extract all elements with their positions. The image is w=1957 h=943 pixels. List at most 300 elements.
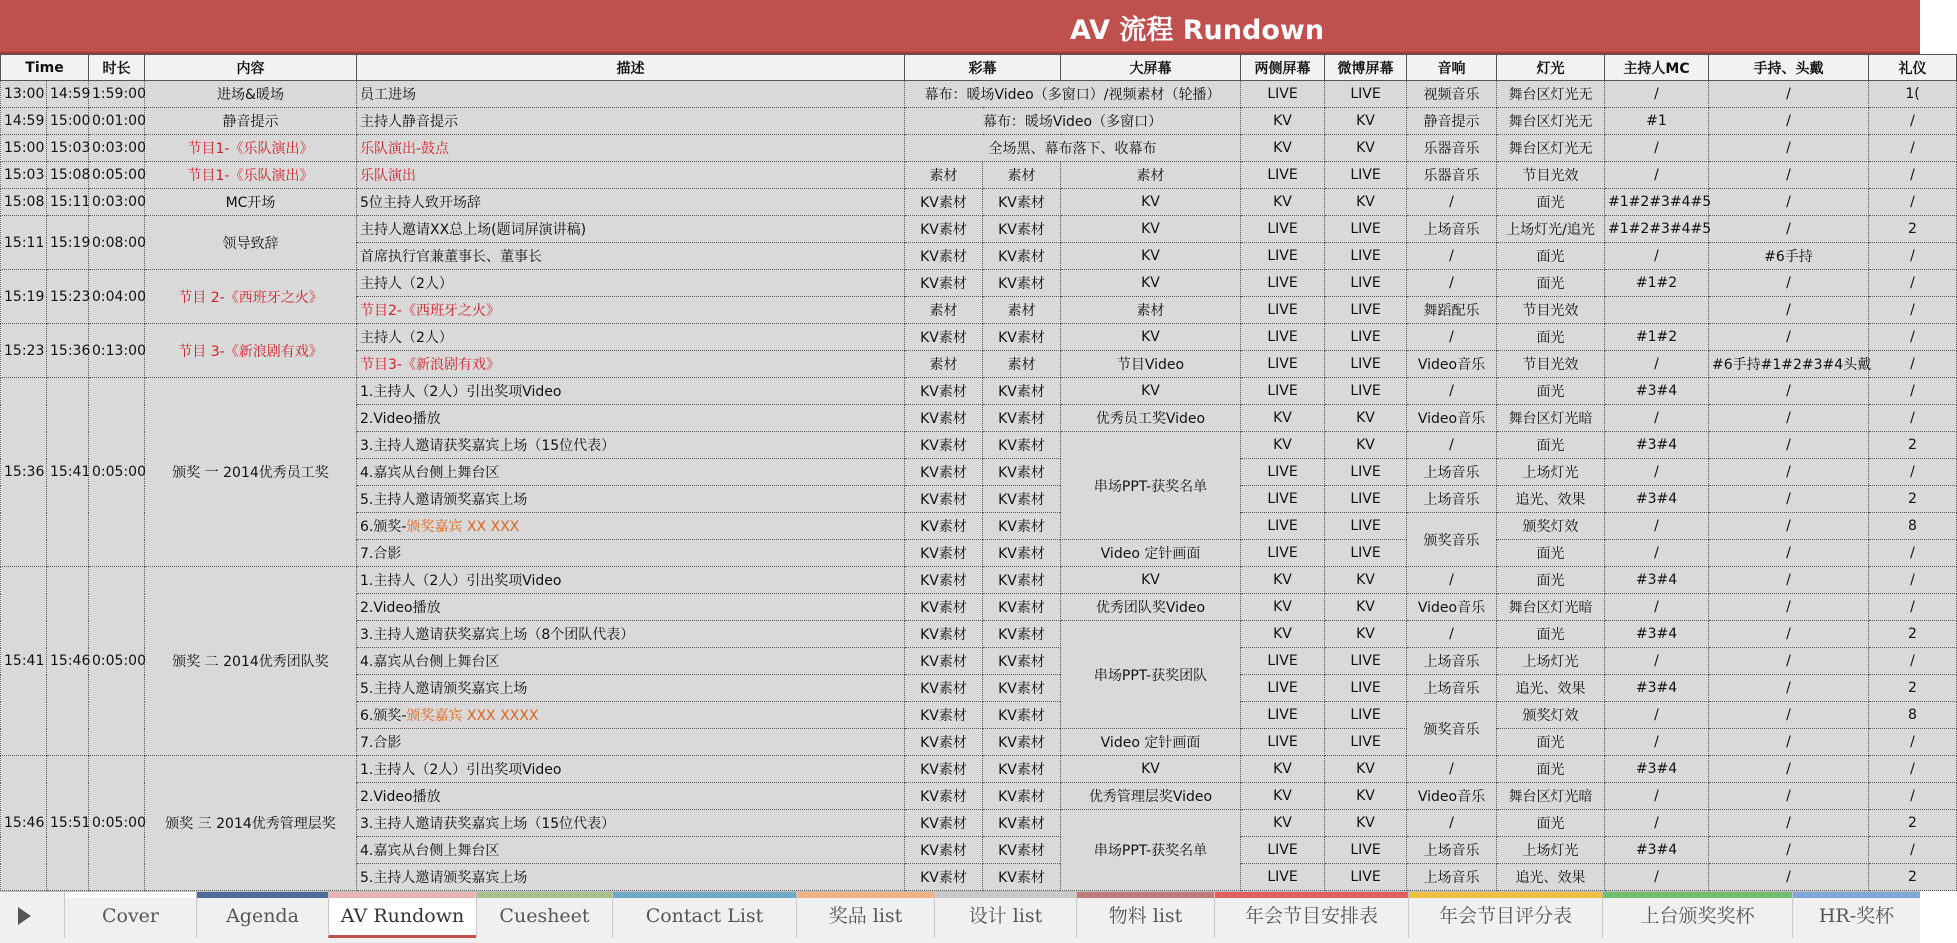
cell[interactable]: KV (1241, 405, 1325, 432)
cell[interactable]: 舞台区灯光暗 (1497, 783, 1605, 810)
cell[interactable]: LIVE (1325, 324, 1407, 351)
cell[interactable]: 15:00 (47, 108, 89, 135)
cell[interactable]: 节目3-《新浪剧有戏》 (357, 351, 905, 378)
header-cell[interactable]: 主持人MC (1605, 55, 1709, 81)
cell[interactable]: 节目1-《乐队演出》 (145, 162, 357, 189)
cell[interactable]: 14:59 (1, 108, 47, 135)
cell[interactable]: 舞台区灯光无 (1497, 81, 1605, 108)
cell[interactable]: 上场音乐 (1407, 837, 1497, 864)
cell[interactable]: / (1869, 243, 1957, 270)
cell[interactable]: / (1709, 108, 1869, 135)
cell[interactable]: LIVE (1325, 378, 1407, 405)
header-cell[interactable]: 礼仪 (1869, 55, 1957, 81)
cell[interactable]: 面光 (1497, 729, 1605, 756)
cell[interactable]: KV素材 (905, 243, 983, 270)
header-cell[interactable]: 彩幕 (905, 55, 1061, 81)
cell[interactable]: KV (1061, 756, 1241, 783)
cell[interactable]: KV素材 (905, 567, 983, 594)
cell[interactable]: 视频音乐 (1407, 81, 1497, 108)
cell[interactable]: / (1869, 351, 1957, 378)
cell[interactable]: / (1407, 189, 1497, 216)
cell[interactable]: KV素材 (905, 810, 983, 837)
cell[interactable]: KV素材 (983, 432, 1061, 459)
cell[interactable]: / (1869, 756, 1957, 783)
header-cell[interactable]: 时长 (89, 55, 145, 81)
cell[interactable]: 4.嘉宾从台侧上舞台区 (357, 648, 905, 675)
cell[interactable]: 0:08:00 (89, 216, 145, 270)
cell[interactable]: 14:59 (47, 81, 89, 108)
cell[interactable]: #1 (1605, 108, 1709, 135)
cell[interactable]: Video 定针画面 (1061, 729, 1241, 756)
cell[interactable]: / (1407, 810, 1497, 837)
cell[interactable]: / (1869, 540, 1957, 567)
cell[interactable]: KV素材 (983, 864, 1061, 891)
cell[interactable]: KV素材 (983, 324, 1061, 351)
cell[interactable]: 主持人静音提示 (357, 108, 905, 135)
cell[interactable]: KV素材 (983, 756, 1061, 783)
cell[interactable] (357, 513, 905, 540)
tab-program-score[interactable]: 年会节目评分表 (1408, 892, 1602, 938)
cell[interactable]: / (1605, 162, 1709, 189)
cell[interactable]: / (1709, 783, 1869, 810)
cell[interactable]: 15:08 (1, 189, 47, 216)
tab-program-schedule[interactable]: 年会节目安排表 (1214, 892, 1408, 938)
cell[interactable]: 颁奖灯效 (1497, 702, 1605, 729)
cell[interactable]: / (1605, 594, 1709, 621)
tab-prize-list[interactable]: 奖品 list (796, 892, 934, 938)
cell[interactable]: #3#4 (1605, 756, 1709, 783)
header-cell[interactable]: 手持、头戴 (1709, 55, 1869, 81)
cell[interactable]: #1#2#3#4#5 (1605, 189, 1709, 216)
cell[interactable]: LIVE (1325, 702, 1407, 729)
cell[interactable]: 舞台区灯光暗 (1497, 405, 1605, 432)
cell[interactable]: 上场灯光/追光 (1497, 216, 1605, 243)
tab-material-list[interactable]: 物料 list (1076, 892, 1214, 938)
cell[interactable]: / (1605, 243, 1709, 270)
cell[interactable]: LIVE (1325, 243, 1407, 270)
cell[interactable]: KV (1325, 567, 1407, 594)
cell[interactable]: 素材 (983, 297, 1061, 324)
cell[interactable]: / (1709, 162, 1869, 189)
cell[interactable]: / (1709, 756, 1869, 783)
cell[interactable]: 0:05:00 (89, 162, 145, 189)
cell[interactable]: KV (1061, 243, 1241, 270)
cell[interactable]: LIVE (1325, 162, 1407, 189)
cell[interactable]: 15:19 (1, 270, 47, 324)
cell[interactable]: 颁奖 二 2014优秀团队奖 (145, 567, 357, 756)
cell[interactable]: 0:03:00 (89, 135, 145, 162)
cell[interactable] (357, 702, 905, 729)
cell[interactable]: / (1709, 405, 1869, 432)
cell[interactable]: / (1869, 135, 1957, 162)
cell[interactable]: 颁奖灯效 (1497, 513, 1605, 540)
cell[interactable]: 4.嘉宾从台侧上舞台区 (357, 459, 905, 486)
cell[interactable]: 主持人（2人） (357, 324, 905, 351)
cell[interactable]: 15:11 (1, 216, 47, 270)
cell[interactable]: LIVE (1325, 216, 1407, 243)
cell[interactable]: KV素材 (983, 459, 1061, 486)
cell[interactable]: LIVE (1241, 540, 1325, 567)
cell[interactable]: KV (1061, 378, 1241, 405)
cell[interactable]: Video音乐 (1407, 783, 1497, 810)
cell[interactable]: / (1407, 243, 1497, 270)
cell[interactable]: / (1709, 864, 1869, 891)
cell[interactable]: KV素材 (905, 513, 983, 540)
cell[interactable]: 13:00 (1, 81, 47, 108)
cell[interactable]: 串场PPT-获奖名单 (1061, 810, 1241, 891)
tab-design-list[interactable]: 设计 list (934, 892, 1076, 938)
cell[interactable]: KV (1241, 756, 1325, 783)
cell[interactable]: KV素材 (905, 378, 983, 405)
cell[interactable]: 1.主持人（2人）引出奖项Video (357, 756, 905, 783)
cell[interactable]: 2 (1869, 486, 1957, 513)
cell[interactable]: KV素材 (983, 486, 1061, 513)
cell[interactable]: 上场音乐 (1407, 216, 1497, 243)
cell[interactable]: 上场音乐 (1407, 459, 1497, 486)
cell[interactable]: 15:11 (47, 189, 89, 216)
cell[interactable]: KV素材 (905, 459, 983, 486)
cell[interactable]: / (1605, 729, 1709, 756)
cell[interactable]: / (1869, 459, 1957, 486)
cell[interactable]: 素材 (905, 162, 983, 189)
cell[interactable]: / (1869, 378, 1957, 405)
cell[interactable]: LIVE (1241, 243, 1325, 270)
cell[interactable]: / (1709, 432, 1869, 459)
cell[interactable]: 舞台区灯光无 (1497, 108, 1605, 135)
cell[interactable]: LIVE (1325, 837, 1407, 864)
cell[interactable]: / (1869, 297, 1957, 324)
cell[interactable]: / (1605, 648, 1709, 675)
cell[interactable]: LIVE (1241, 297, 1325, 324)
cell[interactable]: 素材 (983, 351, 1061, 378)
cell[interactable]: 节目 2-《西班牙之火》 (145, 270, 357, 324)
cell[interactable]: KV素材 (983, 378, 1061, 405)
cell[interactable]: 颁奖音乐 (1407, 702, 1497, 756)
cell[interactable]: KV素材 (983, 621, 1061, 648)
cell[interactable]: 面光 (1497, 621, 1605, 648)
cell[interactable]: / (1407, 567, 1497, 594)
cell[interactable]: 15:23 (1, 324, 47, 378)
cell[interactable]: KV素材 (983, 243, 1061, 270)
cell[interactable]: 乐器音乐 (1407, 162, 1497, 189)
cell[interactable]: KV (1325, 108, 1407, 135)
cell[interactable]: 2 (1869, 864, 1957, 891)
cell[interactable]: 素材 (905, 351, 983, 378)
cell[interactable]: 舞台区灯光无 (1497, 135, 1605, 162)
cell[interactable]: 主持人邀请XX总上场(题词屏演讲稿) (357, 216, 905, 243)
cell[interactable]: / (1869, 648, 1957, 675)
cell[interactable]: KV素材 (905, 540, 983, 567)
cell[interactable]: KV (1241, 621, 1325, 648)
cell[interactable]: KV素材 (983, 837, 1061, 864)
cell[interactable]: / (1605, 864, 1709, 891)
cell[interactable]: 0:03:00 (89, 189, 145, 216)
cell[interactable]: 15:41 (47, 378, 89, 567)
cell[interactable]: 0:01:00 (89, 108, 145, 135)
cell[interactable]: KV素材 (905, 486, 983, 513)
cell[interactable]: 优秀团队奖Video (1061, 594, 1241, 621)
cell[interactable]: 静音提示 (1407, 108, 1497, 135)
cell[interactable]: #3#4 (1605, 675, 1709, 702)
cell[interactable]: LIVE (1325, 729, 1407, 756)
cell[interactable]: KV素材 (905, 594, 983, 621)
cell[interactable]: KV素材 (983, 405, 1061, 432)
cell[interactable]: KV (1061, 216, 1241, 243)
cell[interactable]: / (1709, 324, 1869, 351)
cell[interactable]: 面光 (1497, 189, 1605, 216)
cell[interactable]: LIVE (1241, 729, 1325, 756)
tab-hr-trophy[interactable]: HR-奖杯 (1792, 892, 1920, 938)
cell[interactable]: #3#4 (1605, 567, 1709, 594)
cell[interactable]: 串场PPT-获奖名单 (1061, 432, 1241, 540)
cell[interactable]: / (1605, 405, 1709, 432)
cell[interactable]: #3#4 (1605, 432, 1709, 459)
cell[interactable]: / (1407, 324, 1497, 351)
cell[interactable]: KV (1325, 783, 1407, 810)
cell[interactable]: KV (1241, 810, 1325, 837)
cell[interactable]: KV素材 (905, 405, 983, 432)
cell[interactable]: KV素材 (983, 216, 1061, 243)
cell[interactable]: 15:36 (47, 324, 89, 378)
cell[interactable]: KV素材 (905, 702, 983, 729)
cell[interactable]: LIVE (1241, 513, 1325, 540)
cell[interactable]: 2.Video播放 (357, 783, 905, 810)
cell[interactable]: LIVE (1241, 459, 1325, 486)
cell[interactable]: 首席执行官兼董事长、董事长 (357, 243, 905, 270)
cell[interactable]: / (1709, 459, 1869, 486)
cell[interactable]: 素材 (905, 297, 983, 324)
cell[interactable]: 上场音乐 (1407, 864, 1497, 891)
cell[interactable]: KV素材 (983, 702, 1061, 729)
cell[interactable]: #1#2 (1605, 324, 1709, 351)
cell[interactable]: LIVE (1241, 378, 1325, 405)
cell[interactable]: KV (1241, 108, 1325, 135)
cell[interactable]: 3.主持人邀请获奖嘉宾上场（15位代表） (357, 810, 905, 837)
cell[interactable]: 8 (1869, 513, 1957, 540)
cell[interactable]: 1.主持人（2人）引出奖项Video (357, 378, 905, 405)
cell[interactable]: 领导致辞 (145, 216, 357, 270)
cell[interactable]: KV (1325, 432, 1407, 459)
cell[interactable]: 2 (1869, 675, 1957, 702)
cell[interactable]: / (1407, 270, 1497, 297)
cell[interactable]: LIVE (1325, 270, 1407, 297)
cell[interactable]: / (1709, 486, 1869, 513)
cell[interactable]: #1#2#3#4#5 (1605, 216, 1709, 243)
cell[interactable]: #6手持#1#2#3#4头戴 (1709, 351, 1869, 378)
cell[interactable]: 5位主持人致开场辞 (357, 189, 905, 216)
cell[interactable]: 15:03 (1, 162, 47, 189)
cell[interactable]: / (1605, 81, 1709, 108)
cell[interactable]: / (1709, 729, 1869, 756)
cell[interactable]: 15:03 (47, 135, 89, 162)
cell[interactable]: 主持人（2人） (357, 270, 905, 297)
cell[interactable]: 串场PPT-获奖团队 (1061, 621, 1241, 729)
cell[interactable]: 面光 (1497, 432, 1605, 459)
cell[interactable]: / (1407, 432, 1497, 459)
header-cell[interactable]: 描述 (357, 55, 905, 81)
cell[interactable]: / (1709, 378, 1869, 405)
cell[interactable]: / (1869, 594, 1957, 621)
cell[interactable]: KV (1061, 189, 1241, 216)
cell[interactable]: #3#4 (1605, 486, 1709, 513)
cell[interactable]: / (1605, 810, 1709, 837)
cell[interactable]: / (1709, 135, 1869, 162)
cell[interactable]: KV (1241, 135, 1325, 162)
cell[interactable]: LIVE (1325, 297, 1407, 324)
cell[interactable]: 面光 (1497, 810, 1605, 837)
cell[interactable]: KV素材 (983, 594, 1061, 621)
cell[interactable]: 全场黑、幕布落下、收幕布 (905, 135, 1241, 162)
cell[interactable]: MC开场 (145, 189, 357, 216)
cell[interactable]: / (1407, 756, 1497, 783)
cell[interactable]: KV素材 (905, 216, 983, 243)
cell[interactable]: LIVE (1325, 81, 1407, 108)
cell[interactable]: 15:36 (1, 378, 47, 567)
cell[interactable]: / (1869, 324, 1957, 351)
tab-contact-list[interactable]: Contact List (612, 892, 796, 938)
cell[interactable]: KV素材 (905, 621, 983, 648)
header-cell[interactable]: 大屏幕 (1061, 55, 1241, 81)
cell[interactable]: LIVE (1325, 540, 1407, 567)
cell[interactable]: 0:04:00 (89, 270, 145, 324)
cell[interactable]: 0:05:00 (89, 567, 145, 756)
cell[interactable]: KV (1241, 189, 1325, 216)
cell[interactable]: LIVE (1241, 702, 1325, 729)
tab-agenda[interactable]: Agenda (196, 892, 328, 938)
cell[interactable]: / (1407, 621, 1497, 648)
cell[interactable]: KV (1325, 810, 1407, 837)
cell[interactable]: 7.合影 (357, 540, 905, 567)
cell[interactable]: LIVE (1325, 351, 1407, 378)
header-cell[interactable]: 灯光 (1497, 55, 1605, 81)
cell[interactable]: Video音乐 (1407, 594, 1497, 621)
cell[interactable]: KV (1241, 432, 1325, 459)
cell[interactable]: KV (1061, 270, 1241, 297)
cell[interactable]: 0:05:00 (89, 378, 145, 567)
cell[interactable]: KV (1241, 594, 1325, 621)
cell[interactable]: LIVE (1241, 864, 1325, 891)
cell[interactable]: #6手持 (1709, 243, 1869, 270)
cell[interactable]: 0:13:00 (89, 324, 145, 378)
cell[interactable]: 员工进场 (357, 81, 905, 108)
cell[interactable]: 素材 (1061, 162, 1241, 189)
cell[interactable]: 0:05:00 (89, 756, 145, 891)
cell[interactable]: 15:23 (47, 270, 89, 324)
cell[interactable]: / (1709, 594, 1869, 621)
cell[interactable]: / (1869, 162, 1957, 189)
cell[interactable]: / (1869, 837, 1957, 864)
cell[interactable]: KV (1325, 135, 1407, 162)
cell[interactable]: / (1869, 567, 1957, 594)
cell[interactable]: 节目1-《乐队演出》 (145, 135, 357, 162)
cell[interactable]: 颁奖 三 2014优秀管理层奖 (145, 756, 357, 891)
cell[interactable]: LIVE (1325, 648, 1407, 675)
cell[interactable]: 15:08 (47, 162, 89, 189)
cell[interactable]: KV (1325, 189, 1407, 216)
cell[interactable]: Video音乐 (1407, 351, 1497, 378)
cell[interactable]: 追光、效果 (1497, 486, 1605, 513)
cell[interactable]: 颁奖音乐 (1407, 513, 1497, 567)
cell[interactable]: #3#4 (1605, 621, 1709, 648)
cell[interactable]: 15:46 (47, 567, 89, 756)
cell[interactable]: 幕布：暖场Video（多窗口）/视频素材（轮播） (905, 81, 1241, 108)
cell[interactable]: 1:59:00 (89, 81, 145, 108)
cell[interactable]: KV素材 (905, 783, 983, 810)
cell[interactable]: / (1869, 405, 1957, 432)
cell[interactable]: 舞蹈配乐 (1407, 297, 1497, 324)
cell[interactable]: / (1709, 675, 1869, 702)
cell[interactable]: / (1605, 513, 1709, 540)
cell[interactable]: 节目 3-《新浪剧有戏》 (145, 324, 357, 378)
cell[interactable]: / (1709, 81, 1869, 108)
cell[interactable]: LIVE (1325, 486, 1407, 513)
cell[interactable]: / (1869, 783, 1957, 810)
cell[interactable]: Video 定针画面 (1061, 540, 1241, 567)
cell[interactable]: LIVE (1241, 837, 1325, 864)
cell[interactable]: KV (1325, 621, 1407, 648)
cell[interactable]: KV (1061, 324, 1241, 351)
cell[interactable]: 面光 (1497, 324, 1605, 351)
cell[interactable]: / (1605, 459, 1709, 486)
cell[interactable]: 1( (1869, 81, 1957, 108)
tab-cover[interactable]: Cover (64, 892, 196, 938)
cell[interactable]: LIVE (1241, 648, 1325, 675)
cell[interactable]: KV素材 (983, 567, 1061, 594)
cell[interactable]: 上场音乐 (1407, 486, 1497, 513)
cell[interactable]: #1#2 (1605, 270, 1709, 297)
cell[interactable]: 节目光效 (1497, 297, 1605, 324)
cell[interactable]: 5.主持人邀请颁奖嘉宾上场 (357, 486, 905, 513)
cell[interactable]: KV (1241, 567, 1325, 594)
cell[interactable]: KV素材 (983, 189, 1061, 216)
cell[interactable]: / (1709, 189, 1869, 216)
cell[interactable]: 5.主持人邀请颁奖嘉宾上场 (357, 675, 905, 702)
cell[interactable]: / (1605, 135, 1709, 162)
cell[interactable]: / (1709, 297, 1869, 324)
cell[interactable]: / (1709, 810, 1869, 837)
cell[interactable]: KV素材 (905, 648, 983, 675)
cell[interactable]: 面光 (1497, 756, 1605, 783)
tab-cuesheet[interactable]: Cuesheet (476, 892, 612, 938)
cell[interactable]: 15:00 (1, 135, 47, 162)
header-cell[interactable]: 音响 (1407, 55, 1497, 81)
cell[interactable]: 节目2-《西班牙之火》 (357, 297, 905, 324)
cell[interactable]: 素材 (1061, 297, 1241, 324)
cell[interactable]: 舞台区灯光暗 (1497, 594, 1605, 621)
cell[interactable]: / (1709, 621, 1869, 648)
cell[interactable]: KV素材 (905, 270, 983, 297)
cell[interactable]: KV (1325, 405, 1407, 432)
cell[interactable]: / (1709, 513, 1869, 540)
cell[interactable]: KV (1325, 756, 1407, 783)
cell[interactable]: 面光 (1497, 270, 1605, 297)
cell[interactable]: 2 (1869, 216, 1957, 243)
cell[interactable]: 优秀员工奖Video (1061, 405, 1241, 432)
cell[interactable]: KV素材 (983, 810, 1061, 837)
cell[interactable]: KV素材 (983, 540, 1061, 567)
cell[interactable]: LIVE (1241, 324, 1325, 351)
cell[interactable]: / (1869, 729, 1957, 756)
cell[interactable]: LIVE (1241, 486, 1325, 513)
cell[interactable]: 乐器音乐 (1407, 135, 1497, 162)
cell[interactable]: KV (1061, 567, 1241, 594)
tab-av-rundown[interactable]: AV Rundown (328, 892, 476, 938)
cell[interactable]: / (1709, 540, 1869, 567)
cell[interactable]: 面光 (1497, 378, 1605, 405)
cell[interactable]: 乐队演出 (357, 162, 905, 189)
cell[interactable]: 节目光效 (1497, 351, 1605, 378)
cell[interactable]: 节目Video (1061, 351, 1241, 378)
